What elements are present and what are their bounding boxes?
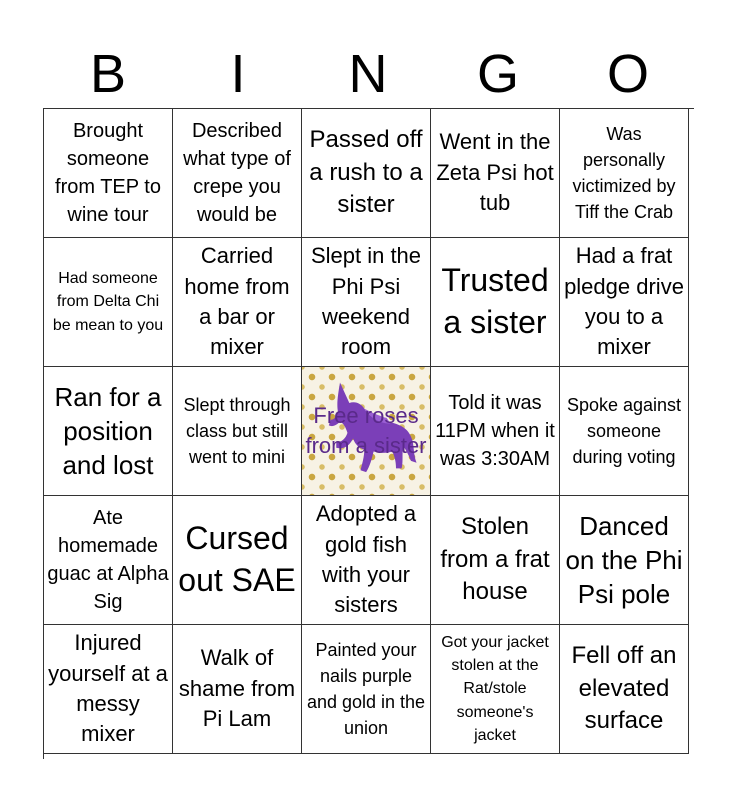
bingo-cell[interactable] (431, 625, 560, 754)
cell-text: Passed off a rush to a sister (309, 126, 423, 219)
bingo-cell[interactable] (431, 109, 560, 238)
cell-text: Painted your nails purple and gold in the union (306, 639, 426, 739)
cell-text: Had someone from Delta Chi be mean to you (52, 270, 164, 334)
bingo-cell[interactable] (560, 238, 689, 367)
cell-text: Stolen from a frat house (440, 513, 550, 606)
bingo-cell[interactable] (44, 625, 173, 754)
cell-text: Went in the Zeta Psi hot tub (436, 129, 554, 216)
cell-text: Carried home from a bar or mixer (184, 243, 290, 360)
cell-text: Slept through class but still went to mini (183, 394, 291, 468)
bingo-cell[interactable] (44, 367, 173, 496)
cell-text: Danced on the Phi Psi pole (565, 510, 683, 610)
bingo-cell[interactable] (302, 238, 431, 367)
bingo-cell[interactable] (560, 109, 689, 238)
cell-text: Trusted a sister (441, 262, 549, 340)
bingo-cell[interactable] (173, 367, 302, 496)
bingo-cell[interactable] (173, 109, 302, 238)
bingo-grid (43, 108, 694, 759)
cell-text: Was personally victimized by Tiff the Crab (572, 123, 676, 223)
cell-text: Ate homemade guac at Alpha Sig (47, 507, 169, 613)
cell-text: Had a frat pledge drive you to a mixer (564, 243, 684, 360)
cell-text: Ran for a position and lost (54, 381, 162, 481)
cell-text: Slept in the Phi Psi weekend room (310, 243, 422, 360)
bingo-cell[interactable] (431, 367, 560, 496)
bingo-cell[interactable] (173, 625, 302, 754)
cell-text: Got your jacket stolen at the Rat/stole someone's jacket (441, 634, 549, 744)
cell-text: Described what type of crepe you would be (183, 120, 291, 226)
cell-text: Told it was 11PM when it was 3:30AM (435, 392, 555, 470)
cell-text: Fell off an elevated surface (571, 642, 677, 735)
bingo-cell[interactable] (431, 496, 560, 625)
cell-text: Spoke against someone during voting (566, 394, 682, 468)
bingo-cell[interactable] (302, 109, 431, 238)
bingo-cell[interactable] (560, 367, 689, 496)
bingo-cell[interactable] (431, 238, 560, 367)
bingo-cell[interactable] (560, 625, 689, 754)
bingo-cell[interactable] (560, 496, 689, 625)
cell-text: Brought someone from TEP to wine tour (55, 120, 161, 226)
header-letter-b: B (89, 44, 127, 104)
bingo-cell[interactable] (44, 238, 173, 367)
header-letter-n: N (348, 44, 388, 104)
free-space[interactable] (302, 367, 431, 496)
cell-text: Free roses from a sister (305, 402, 427, 458)
bingo-header (43, 40, 693, 108)
cell-text: Cursed out SAE (178, 520, 296, 598)
cell-text: Walk of shame from Pi Lam (178, 645, 296, 732)
bingo-cell[interactable] (44, 109, 173, 238)
bingo-cell[interactable] (302, 625, 431, 754)
header-letter-g: G (476, 44, 519, 104)
header-letter-i: I (230, 44, 246, 104)
bingo-cell[interactable] (44, 496, 173, 625)
cell-text: Adopted a gold fish with your sisters (315, 501, 417, 618)
bingo-cell[interactable] (302, 496, 431, 625)
cell-text: Injured yourself at a messy mixer (48, 630, 168, 747)
header-letter-o: O (606, 44, 649, 104)
bingo-cell[interactable] (173, 496, 302, 625)
bingo-cell[interactable] (173, 238, 302, 367)
